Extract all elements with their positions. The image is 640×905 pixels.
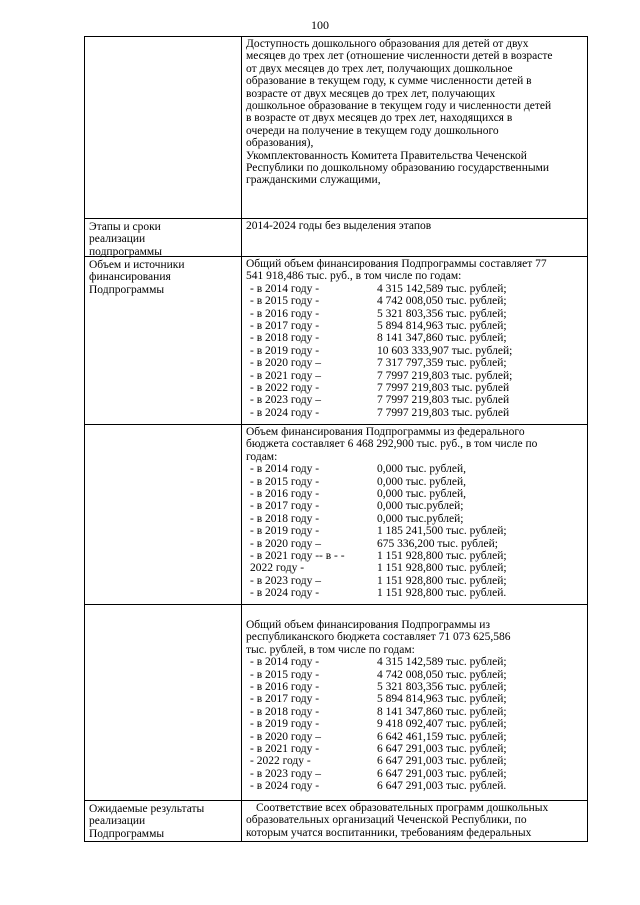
list-item: 2022 году - 1 151 928,800 тыс. рублей;	[250, 562, 507, 575]
list-item: - в 2020 году – 6 642 461,159 тыс. рублей;	[250, 730, 507, 743]
list-item: - в 2021 году -- в - - 1 151 928,800 тыс. рублей;	[250, 549, 507, 562]
row-stages-text: 2014-2024 годы без выделения этапов	[246, 220, 432, 232]
row-funding-label: Объем и источники финансирования Подпрограммы	[89, 259, 185, 296]
list-item: - в 2021 году - 6 647 291,003 тыс. рублей;	[250, 742, 507, 755]
list-item: - в 2014 году - 0,000 тыс. рублей,	[250, 463, 466, 476]
list-item: - в 2016 году - 5 321 803,356 тыс. рублей;	[250, 307, 507, 320]
list-item: - в 2018 году - 8 141 347,860 тыс. рублей;	[250, 332, 507, 345]
row-funding-federal-text: Объем финансирования Подпрограммы из федерального бюджета составляет 6 468 292,900 тыс. руб., в том числе по годам: - в 2014 году - 0,000 тыс. рублей, - в 2015 году - 0,000 тыс. рублей, - в 2016 году - 0,000 тыс. рублей, - в 2017 году - 0,000 тыс.рублей; - в 2018 году - 0,000 тыс.рублей; - в 2019 году - 1 185 241,500 тыс. рублей; - в 2020 году – 675 336,200 тыс. рублей; - в 2021 году -- в - - 1 151 928,800 тыс. рублей; 2022 году - 1 151 928,800 тыс. рублей; - в 2023 году – 1 151 928,800 тыс. рублей; - в 2024 году - 1 151 928,800 тыс. рублей.	[246, 426, 584, 600]
list-item: - в 2020 году – 675 336,200 тыс. рублей;	[250, 537, 498, 550]
list-item: - 2022 году - 6 647 291,003 тыс. рублей;	[250, 755, 507, 768]
list-item: - в 2016 году - 0,000 тыс. рублей,	[250, 488, 466, 500]
row-expected-text: Соответствие всех образовательных программ дошкольных образовательных организаций Чеченской Республики, по которым учатся воспитанники, требованиям федеральных	[246, 802, 549, 839]
row-funding-federal	[84, 424, 588, 604]
list-item: - в 2018 году - 8 141 347,860 тыс. рублей;	[250, 705, 507, 718]
list-item: - в 2019 году - 9 418 092,407 тыс. рублей;	[250, 718, 507, 731]
list-item: - в 2019 году - 1 185 241,500 тыс. рублей;	[250, 525, 507, 538]
row-funding-total-text: Общий объем финансирования Подпрограммы составляет 77 541 918,486 тыс. руб., в том числе по годам: - в 2014 году - 4 315 142,589 тыс. рублей; - в 2015 году - 4 742 008,050 тыс. рублей; - в 2016 году - 5 321 803,356 тыс. рублей; - в 2017 году - 5 894 814,963 тыс. рублей; - в 2018 году - 8 141 347,860 тыс. рублей; - в 2019 году - 10 603 333,907 тыс. рублей; - в 2020 году – 7 317 797,359 тыс. рублей; - в 2021 году – 7 7997 219,803 тыс. рублей; - в 2022 году - 7 7997 219,803 тыс. рублей - в 2023 году – 7 7997 219,803 тыс. рублей - в 2024 году - 7 7997 219,803 тыс. рублей	[246, 258, 584, 419]
funding-republic-years	[246, 656, 584, 792]
list-item: - в 2017 году - 5 894 814,963 тыс. рублей;	[250, 693, 507, 706]
list-item: - в 2015 году - 4 742 008,050 тыс. рублей;	[250, 295, 507, 308]
list-item: - в 2014 году - 4 315 142,589 тыс. рублей;	[250, 656, 507, 669]
list-item: - в 2023 году – 7 7997 219,803 тыс. рублей	[250, 394, 510, 407]
funding-federal-years	[246, 463, 584, 599]
list-item: - в 2023 году – 6 647 291,003 тыс. рублей;	[250, 767, 507, 780]
list-item: - в 2015 году - 4 742 008,050 тыс. рублей;	[250, 668, 507, 681]
list-item: - в 2022 году - 7 7997 219,803 тыс. рублей	[250, 381, 510, 394]
row-funding-republic	[84, 604, 588, 800]
list-item: - в 2017 году - 5 894 814,963 тыс. рублей;	[250, 319, 507, 332]
list-item: - в 2021 году – 7 7997 219,803 тыс. рублей;	[250, 369, 513, 382]
row-indicators-text: Доступность дошкольного образования для детей от двух месяцев до трех лет (отношение численности детей в возрасте от двух месяцев до трех лет, получающих дошкольное образование в текущем году, к сумме численности детей в возрасте от двух месяцев до трех лет, получающих дошкольное образование в текущем году и численности детей в возрасте от двух месяцев до трех лет, находящихся в очереди на получение в текущем году дошкольного образования), Укомплектованность Комитета Правительства Чеченской Республики по дошкольному образованию государственными гражданскими служащими,	[246, 38, 553, 187]
funding-total-years	[246, 283, 584, 419]
list-item: - в 2018 году - 0,000 тыс.рублей;	[250, 512, 464, 525]
row-stages	[84, 218, 588, 256]
row-indicators	[84, 36, 588, 218]
row-funding-total	[84, 256, 588, 424]
list-item: - в 2024 году - 7 7997 219,803 тыс. рублей	[250, 406, 510, 419]
list-item: - в 2014 году - 4 315 142,589 тыс. рублей;	[250, 282, 507, 295]
row-expected-results	[84, 800, 588, 842]
list-item: - в 2017 году - 0,000 тыс.рублей;	[250, 500, 464, 513]
list-item: - в 2020 году – 7 317 797,359 тыс. рублей;	[250, 357, 507, 370]
list-item: - в 2023 году – 1 151 928,800 тыс. рублей;	[250, 574, 507, 587]
list-item: - в 2016 году - 5 321 803,356 тыс. рублей;	[250, 681, 507, 693]
row-funding-republic-text: Общий объем финансирования Подпрограммы из республиканского бюджета составляет 71 073 625,586 тыс. рублей, в том числе по годам: - в 2014 году - 4 315 142,589 тыс. рублей; - в 2015 году - 4 742 008,050 тыс. рублей; - в 2016 году - 5 321 803,356 тыс. рублей; - в 2017 году - 5 894 814,963 тыс. рублей; - в 2018 году - 8 141 347,860 тыс. рублей; - в 2019 году - 9 418 092,407 тыс. рублей; - в 2020 году – 6 642 461,159 тыс. рублей; - в 2021 году - 6 647 291,003 тыс. рублей; - 2022 году - 6 647 291,003 тыс. рублей; - в 2023 году – 6 647 291,003 тыс. рублей; - в 2024 году - 6 647 291,003 тыс. рублей.	[246, 619, 584, 793]
row-expected-label: Ожидаемые результаты реализации Подпрограммы	[89, 803, 205, 840]
list-item: - в 2015 году - 0,000 тыс. рублей,	[250, 475, 466, 488]
page-number: 100	[311, 18, 329, 32]
list-item: - в 2019 году - 10 603 333,907 тыс. рублей;	[250, 344, 513, 357]
list-item: - в 2024 году - 1 151 928,800 тыс. рублей.	[250, 587, 507, 600]
list-item: - в 2024 году - 6 647 291,003 тыс. рублей.	[250, 780, 507, 793]
row-stages-label: Этапы и сроки реализации подпрограммы	[89, 221, 162, 258]
